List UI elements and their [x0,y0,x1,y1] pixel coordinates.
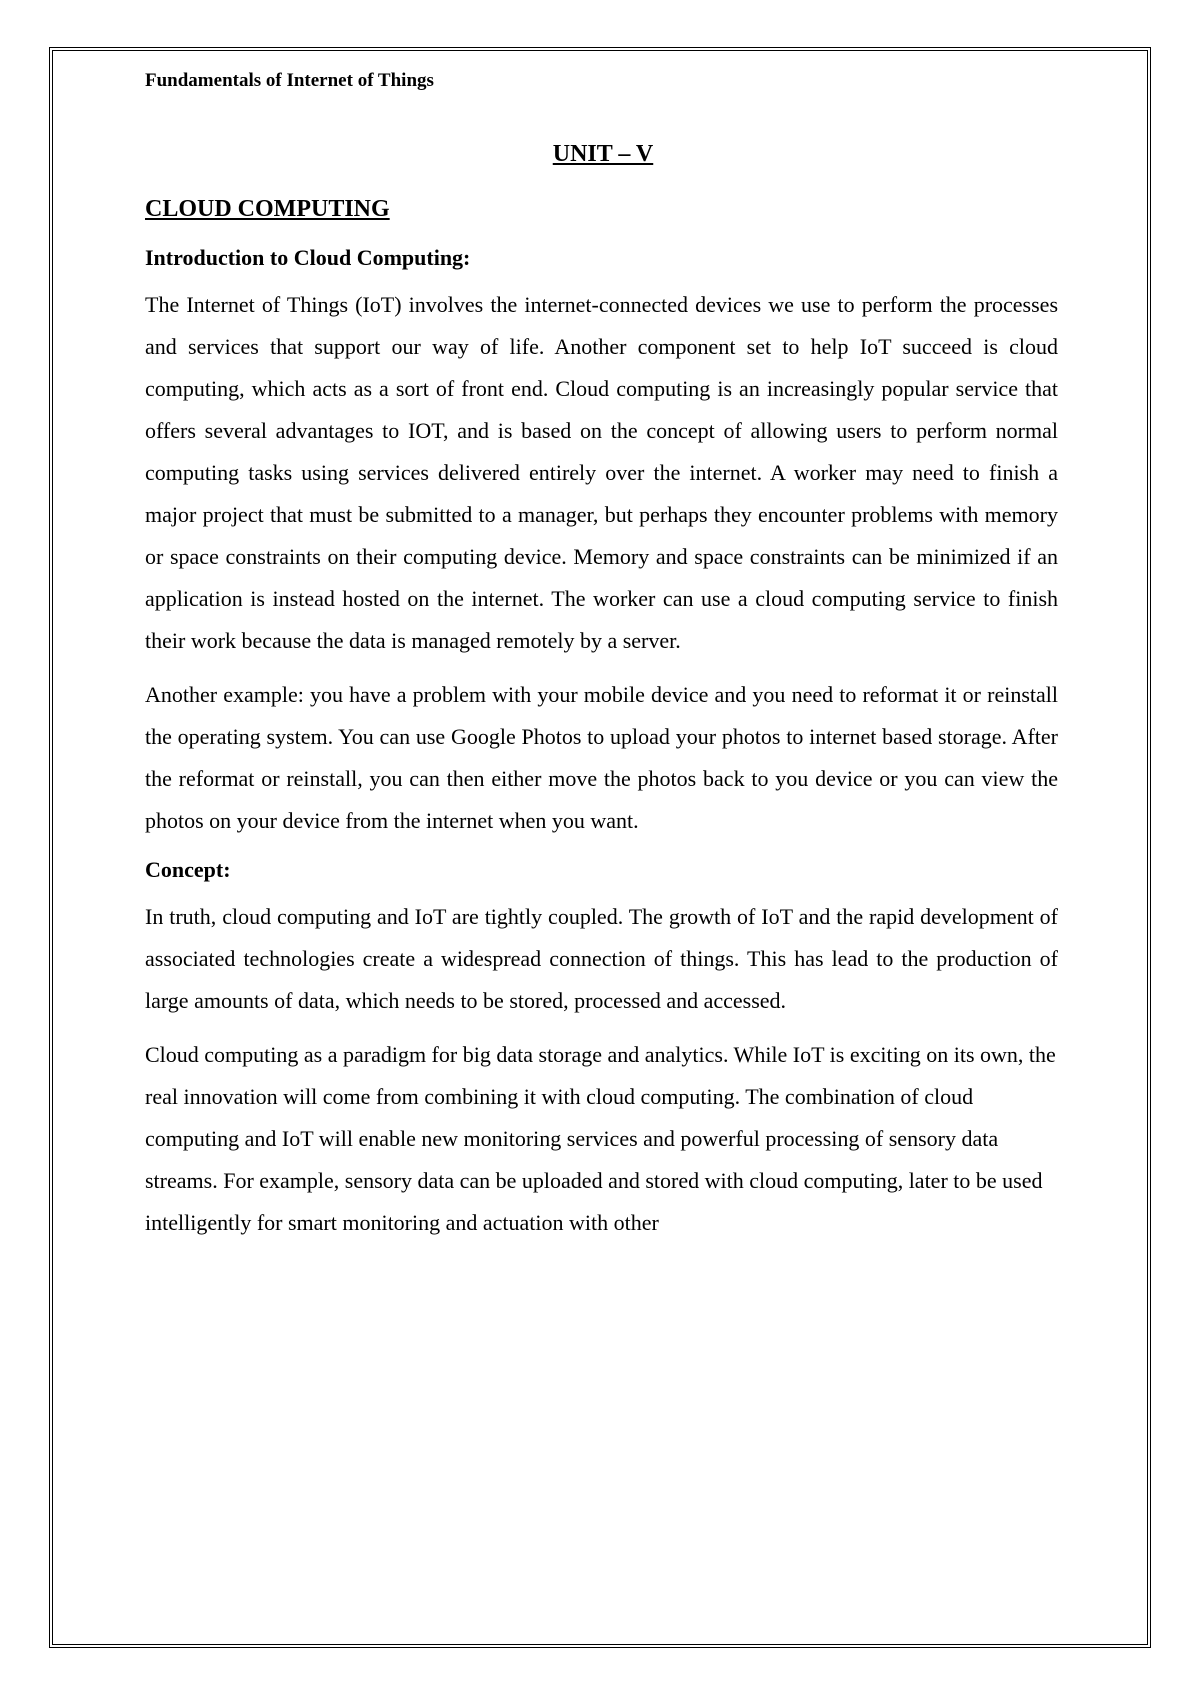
concept-heading: Concept: [145,857,231,882]
section-title: CLOUD COMPUTING [145,196,390,222]
intro-paragraph-1: The Internet of Things (IoT) involves the internet-connected devices we use to perform the processes and services that support our way of life. Another component set to help IoT succeed is cloud computing, which acts as a sort of front end. Cloud computing is an increasingly popular service that offers several advantages to IOT, and is based on the concept of allowing users to perform normal computing tasks using services delivered entirely over the internet. A worker may need to finish a major project that must be submitted to a manager, but perhaps they encounter problems with memory or space constraints on their computing device. Memory and space constraints can be minimized if an application is instead hosted on the internet. The worker can use a cloud computing service to finish their work because the data is managed remotely by a server. [145,292,1058,653]
intro-heading: Introduction to Cloud Computing: [145,245,471,270]
concept-paragraph-2: Cloud computing as a paradigm for big data storage and analytics. While IoT is exciting on its own, the real innovation will come from combining it with cloud computing. The combination of cloud computing and IoT will enable new monitoring services and powerful processing of sensory data streams. For example, sensory data can be uploaded and stored with cloud computing, later to be used intelligently for smart monitoring and actuation with other [145,1042,1056,1235]
intro-paragraph-2: Another example: you have a problem with your mobile device and you need to reformat it or reinstall the operating system. You can use Google Photos to upload your photos to internet based storage. After the reformat or reinstall, you can then either move the photos back to you device or you can view the photos on your device from the internet when you want. [145,682,1058,833]
running-header: Fundamentals of Internet of Things [145,70,434,91]
unit-title: UNIT – V [552,141,654,167]
concept-paragraph-1: In truth, cloud computing and IoT are tightly coupled. The growth of IoT and the rapid development of associated technologies create a widespread connection of things. This has lead to the production of large amounts of data, which needs to be stored, processed and accessed. [145,904,1058,1013]
document-body [145,193,1058,1256]
